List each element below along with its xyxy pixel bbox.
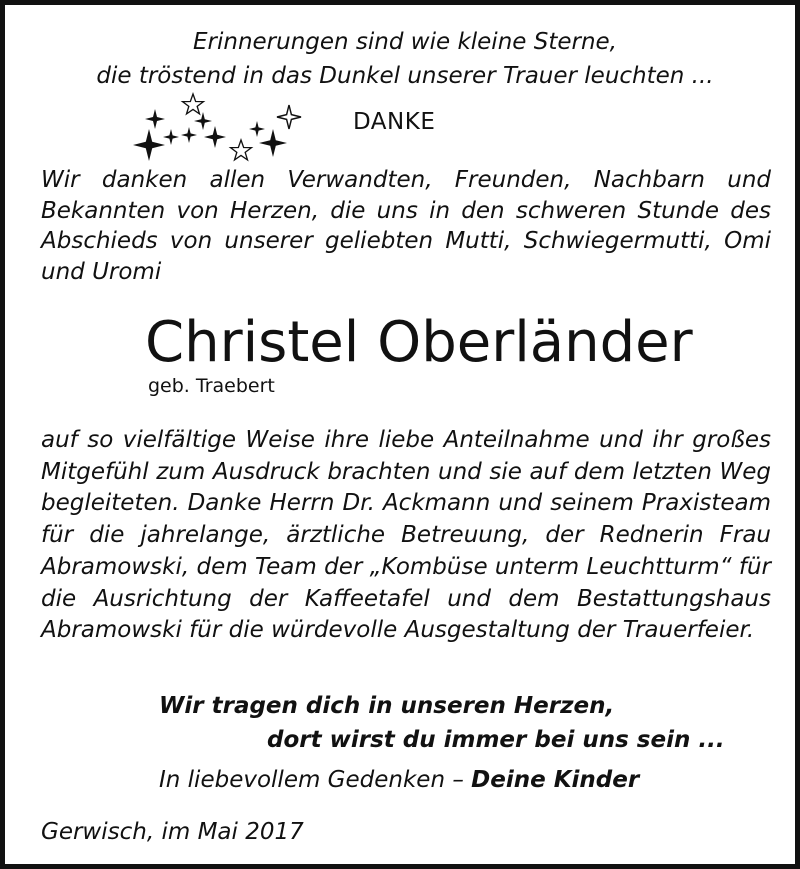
- body-paragraph: auf so vielfältige Weise ihre liebe Anteilnahme und ihr großes Mitgefühl zum Ausdruck brachten und sie auf dem letzten Weg begleiteten. Danke Herrn Dr. Ackmann und seinem Praxisteam für die jahrelange, ärztliche Betreuung, der Rednerin Frau Abramowski, dem Team der „Kombüse unterm Leuchtturm“ für die Ausrichtung der Kaffeetafel und dem Bestattungshaus Abramowski für die würdevolle Ausgestaltung der Trauerfeier.: [41, 427, 772, 644]
- signature: Deine Kinder: [471, 767, 640, 793]
- intro-paragraph: Wir danken allen Verwandten, Freunden, Nachbarn und Bekannten von Herzen, die uns in den schweren Stunde des Abschieds von unserer geliebten Mutti, Schwiegermutti, Omi und Uromi: [41, 167, 771, 285]
- motto-line-1: Wir tragen dich in unseren Herzen,: [159, 693, 615, 719]
- poem-line-1: Erinnerungen sind wie kleine Sterne,: [192, 29, 617, 55]
- closing-line: [159, 763, 639, 797]
- place-date: Gerwisch, im Mai 2017: [41, 819, 304, 845]
- danke-heading: DANKE: [353, 109, 436, 135]
- deceased-name: Christel Oberländer: [145, 310, 693, 375]
- closing-prefix: In liebevollem Gedenken –: [159, 767, 472, 793]
- motto-line-2: dort wirst du immer bei uns sein ...: [267, 727, 725, 753]
- poem: [5, 25, 800, 93]
- poem-line-2: die tröstend in das Dunkel unserer Trauer leuchten ...: [96, 63, 714, 89]
- stars-decoration-icon: [123, 87, 313, 167]
- birth-name: geb. Traebert: [148, 375, 275, 397]
